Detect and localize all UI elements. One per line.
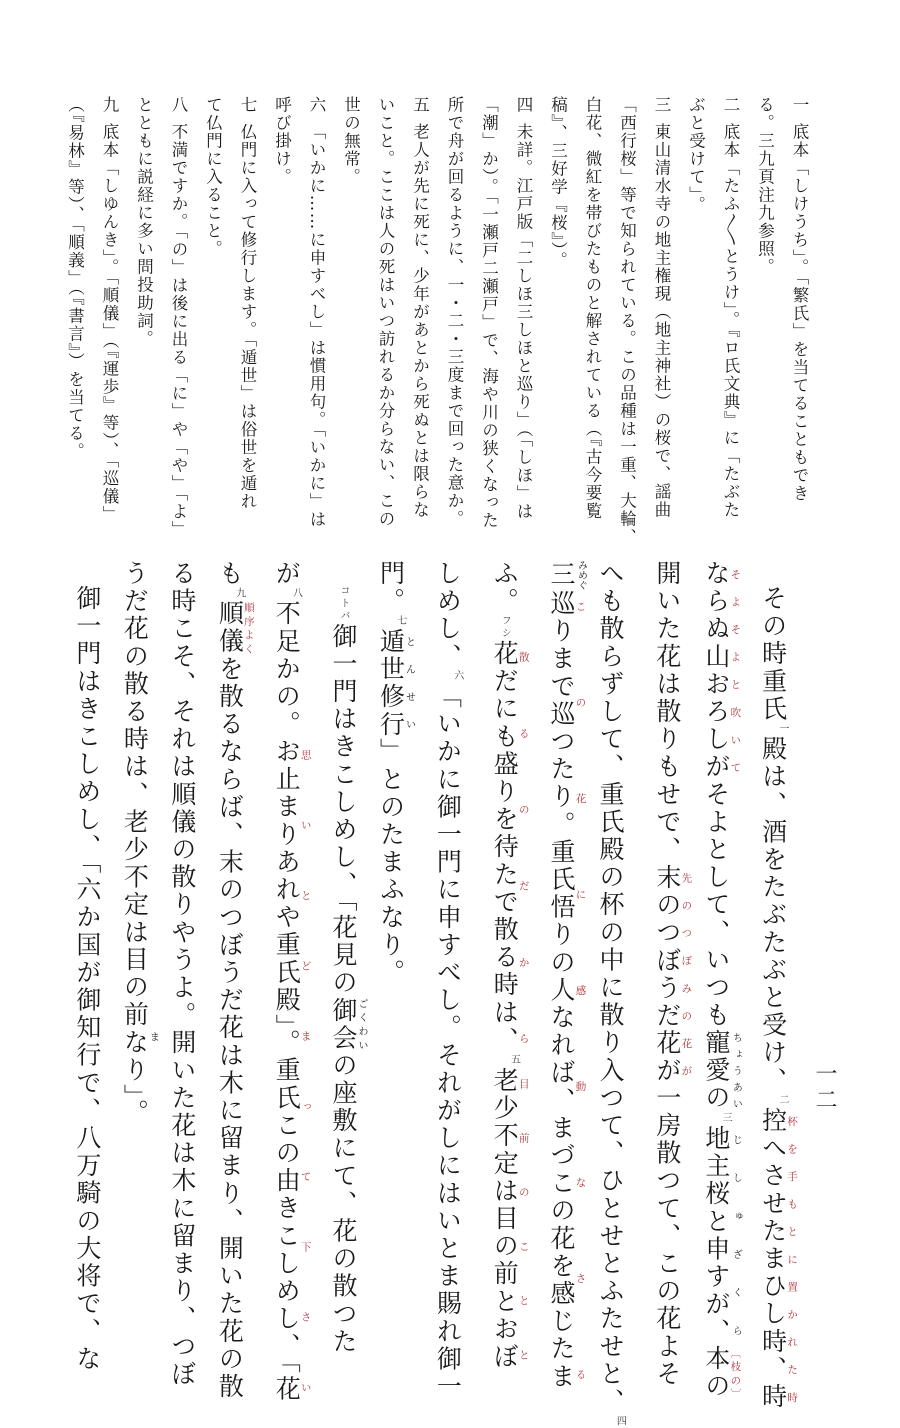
note-number: 六 — [307, 96, 326, 114]
modern-gloss: 散るのだから — [517, 640, 530, 1055]
modern-gloss: そよそよと吹いて — [729, 560, 742, 781]
note-9-cont — [57, 96, 92, 516]
line-seg: 不足かの。 — [272, 600, 302, 739]
furigana: ごくわい — [356, 996, 368, 1052]
note-6-cont — [264, 96, 299, 516]
note-7-cont — [195, 96, 230, 516]
text-line-3 — [643, 560, 693, 1389]
line-seg: 地主桜と申すが、 — [701, 1124, 731, 1346]
line-seg: 順儀 — [215, 600, 245, 656]
line-seg: へも散らずして、重氏殿の杯の中に散り入つて、ひとせとふたせと、 — [596, 560, 626, 1416]
line-seg: 開いた花は散りもせで、 — [652, 560, 682, 864]
note-3 — [644, 96, 679, 519]
note-text: （『易林』等）、「順義」（『書言』）を当てる。 — [65, 96, 85, 461]
note-1 — [782, 96, 817, 516]
line-seg: 遁世修行 — [376, 627, 406, 739]
line-seg: 御一門はきこしめし、「六か国が御知行で、八万騎の大将で、な — [72, 585, 102, 1373]
note-text: 世の無常。 — [341, 96, 361, 186]
note-3-cont — [540, 96, 575, 516]
line-seg: 本の — [701, 1345, 731, 1401]
line-seg: 寵愛の — [701, 1029, 731, 1113]
note-text: 稿』、三好学『桜』）。 — [548, 96, 568, 270]
gloss-ruby — [490, 1067, 530, 1371]
text-line-5 — [538, 560, 587, 1391]
text-line-6 — [481, 560, 538, 1371]
note-text: る。三九頁注九参照。 — [755, 96, 775, 276]
line-seg: の座敷にて、花の散つた — [329, 1051, 359, 1356]
note-7 — [230, 96, 265, 516]
gloss-ruby — [547, 589, 587, 1391]
text-line-2 — [692, 560, 749, 1401]
note-marker: 八 — [290, 587, 302, 601]
note-2 — [713, 96, 748, 519]
text-line-4 — [587, 560, 644, 1428]
gloss-ruby — [758, 1107, 799, 1411]
note-text: 底本「しけうち」。「繁氏」を当てることもでき — [790, 122, 809, 503]
note-5 — [402, 96, 437, 519]
line-seg: も — [215, 560, 245, 588]
line-seg: 一房散つて、この花よそ — [652, 1084, 682, 1389]
line-seg: 控へさせたまひし時、時 — [758, 1107, 788, 1411]
line-seg: 巡りまで巡つたり。重氏悟りの人なれば、まづこの花を感じたま — [547, 589, 577, 1391]
text-line-13 — [111, 560, 159, 1250]
note-marker: 三 — [720, 1112, 732, 1125]
note-marker: 六 — [451, 670, 463, 684]
line-seg: うだ花の散る時は、老少不定は — [120, 560, 150, 947]
note-text: 「潮」か）。「一瀬戸二瀬戸」で、海や川の狭くなった — [479, 96, 499, 530]
line-seg: 御会 — [329, 996, 359, 1052]
line-seg: が — [272, 560, 302, 588]
note-text: 底本「たふ〳〵とうけ」。『ロ氏文典』に「たぶた — [721, 122, 740, 519]
line-seg: を散るならば、末のつぼうだ花は木に留まり、開いた花の散 — [215, 655, 245, 1401]
note-text: 仏門に入って修行します。「遁世」は俗世を遁れ — [238, 122, 257, 511]
furigana-ruby — [701, 1029, 742, 1113]
note-number: 五 — [410, 96, 430, 114]
furigana: ま — [147, 946, 159, 1128]
note-6 — [299, 96, 334, 529]
note-text: 未詳。江戸版「二しほ三しほと巡り」（「しほ」は — [514, 122, 533, 521]
line-seg: ふ。 — [490, 560, 520, 616]
note-4 — [506, 96, 541, 521]
note-number: 七 — [238, 96, 257, 114]
note-text: 呼び掛け。 — [272, 96, 292, 186]
note-number: 四 — [514, 96, 533, 114]
modern-gloss: 思いとどまって下さい — [299, 738, 312, 1404]
recitation-mark: コトバ — [338, 585, 350, 623]
modern-gloss: 〔枝の〕 — [729, 1345, 742, 1401]
gloss-ruby — [701, 1345, 742, 1401]
note-text: 老人が先に死に、少年があとから死ぬとは限らな — [410, 122, 430, 519]
modern-gloss: 先のつぼみの花が — [680, 863, 693, 1085]
gloss-ruby — [701, 560, 742, 781]
furigana: ちょうあい — [730, 1029, 742, 1113]
line-seg: お止まりあれや重氏殿」。重氏この由きこしめし、「花 — [272, 738, 302, 1404]
main-text-block — [72, 560, 806, 1428]
furigana-ruby — [547, 560, 587, 590]
note-number: 九 — [100, 96, 119, 114]
note-text: 底本「しゆんき」。「順儀」（『運歩』等）、「巡儀」 — [100, 122, 119, 524]
note-5-cont — [368, 96, 403, 528]
gloss-ruby — [490, 640, 530, 1055]
note-8-cont — [126, 96, 161, 516]
note-3-cont — [575, 96, 610, 520]
note-text: とともに説経に多い問投助詞。 — [134, 96, 154, 348]
note-1-cont — [747, 96, 782, 516]
page-number: 一二 — [812, 1062, 837, 1114]
note-marker: 七 — [394, 615, 406, 628]
line-seg: 」とのたまふなり。 — [376, 738, 406, 987]
note-3-cont — [609, 96, 644, 546]
note-5-cont — [333, 96, 368, 516]
line-seg: 目の前なり」。 — [120, 946, 150, 1128]
note-marker: 四 — [614, 1415, 626, 1428]
note-2-cont — [678, 96, 713, 516]
gloss-ruby — [215, 600, 255, 656]
note-text: 「いかに……に申すべし」は慣用句。「いかに」は — [307, 122, 326, 529]
line-seg: 「いかに御一門に申すべし。それがしにはいとま賜れ御一 — [433, 683, 463, 1401]
line-seg: 三 — [547, 560, 577, 590]
notes-block — [65, 96, 816, 546]
note-text: ぶと受けて」。 — [686, 96, 706, 214]
modern-gloss: 順序よく — [242, 600, 255, 656]
note-9 — [92, 96, 127, 524]
note-marker: 二 — [777, 1094, 788, 1108]
note-marker: 五 — [508, 1054, 520, 1068]
text-line-11 — [206, 560, 263, 1401]
gloss-ruby — [652, 863, 693, 1085]
line-seg: そよとして、いつも — [701, 780, 731, 1030]
furigana: みめぐ — [575, 560, 587, 590]
furigana-ruby — [376, 627, 415, 739]
text-line-10 — [263, 560, 320, 1404]
note-number: 八 — [169, 96, 188, 114]
note-marker: 一 — [777, 723, 788, 736]
furigana-ruby — [701, 1124, 742, 1346]
modern-gloss: 目前のことと — [517, 1067, 530, 1371]
text-line-9 — [320, 560, 368, 1356]
note-text: 所で舟が回るように、一・二・三度まで回った意か。 — [445, 96, 464, 528]
note-number: 二 — [721, 96, 740, 114]
note-text: 東山清水寺の地主権現（地主神社）の桜で、謡曲 — [652, 122, 671, 519]
line-seg: 花だにも盛りを待たで散る時は、 — [490, 640, 520, 1055]
line-seg: しめし、 — [433, 560, 463, 671]
line-seg: 門。 — [376, 560, 406, 616]
line-seg: 殿は、酒をたぶたぶと受け、 — [758, 735, 788, 1095]
line-seg: その時重氏 — [758, 585, 788, 723]
line-seg: 末のつぼうだ花が — [652, 863, 682, 1085]
furigana-ruby — [120, 946, 159, 1128]
furigana: とんせい — [403, 627, 415, 739]
line-seg: る時こそ、それは順儀の散りやうよ。開いた花は木に留まり、つぼ — [167, 560, 197, 1388]
note-text: 白花、微紅を帯びたものと解されている（『古今要覧 — [583, 96, 602, 520]
note-marker: 九 — [233, 587, 245, 601]
furigana-ruby — [329, 996, 368, 1052]
modern-gloss: 杯を手もとに置かれた時 — [786, 1107, 799, 1411]
line-seg: 御一門はきこしめし、「花見の — [329, 622, 359, 997]
gloss-ruby — [272, 738, 312, 1404]
text-line-8 — [367, 560, 424, 1250]
line-seg: ならぬ山おろしが — [701, 560, 731, 781]
note-number: 一 — [790, 96, 809, 114]
modern-gloss: この花に感動なさる — [574, 589, 587, 1391]
text-line-14 — [63, 560, 111, 1373]
note-text: 不満ですか。「の」は後に出る「に」や「や」「よ」 — [169, 122, 188, 539]
note-text: 「西行桜」等で知られている。この品種は一重、大輪、 — [617, 96, 637, 546]
text-line-7 — [424, 560, 481, 1401]
furigana: じしゅざくら — [730, 1124, 742, 1346]
text-line-12 — [158, 560, 206, 1388]
line-seg: 老少不定は目の前とおぼ — [490, 1067, 520, 1371]
note-text: て仏門に入ること。 — [203, 96, 223, 258]
note-4-cont — [437, 96, 472, 528]
note-4-cont — [471, 96, 506, 530]
text-line-1 — [749, 560, 806, 1411]
recitation-mark: フシ — [499, 615, 511, 641]
note-text: いこと。ここは人の死はいつ訪れるか分らない、この — [376, 96, 395, 528]
note-8 — [161, 96, 196, 539]
note-number: 三 — [652, 96, 671, 114]
